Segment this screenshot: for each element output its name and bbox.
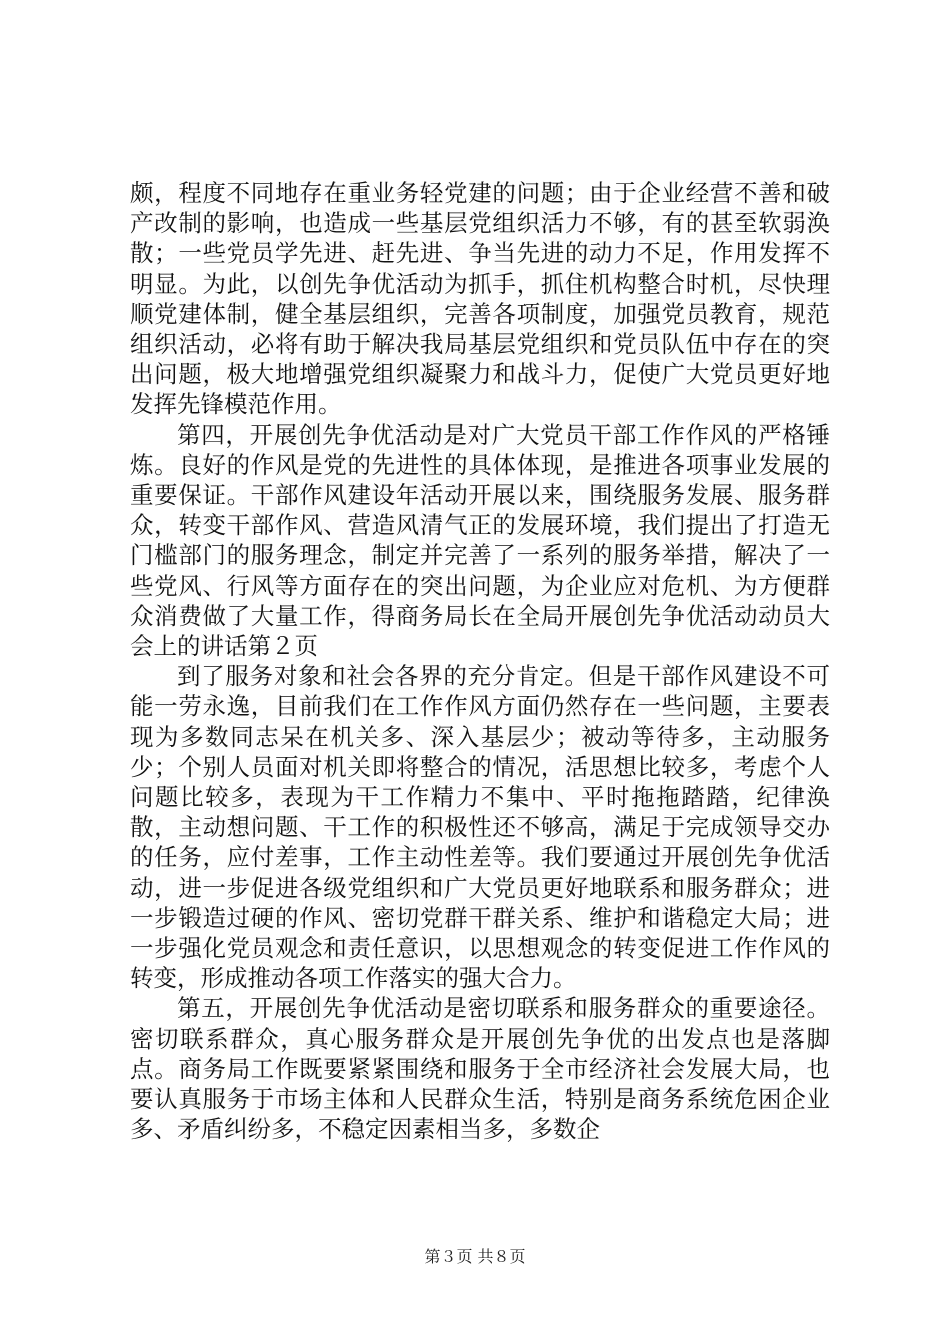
paragraph-fourth-point: 第四，开展创先争优活动是对广大党员干部工作作风的严格锤炼。良好的作风是党的先进性的具体体现，是推进各项事业发展的重要保证。干部作风建设年活动开展以来，围绕服务发展、服务群众，转变干部作风、营造风清气正的发展环境，我们提出了打造无门槛部门的服务理念，制定并完善了一系列的服务举措，解决了一些党风、行风等方面存在的突出问题，为企业应对危机、为方便群众消费做了大量工作，得商务局长在全局开展创先争优活动动员大会上的讲话第２页 bbox=[130, 420, 830, 661]
paragraph-continuation: 颇，程度不同地存在重业务轻党建的问题；由于企业经营不善和破产改制的影响，也造成一些基层党组织活力不够，有的甚至软弱涣散；一些党员学先进、赶先进、争当先进的动力不足，作用发挥不明显。为此，以创先争优活动为抓手，抓住机构整合时机，尽快理顺党建体制，健全基层组织，完善各项制度，加强党员教育，规范组织活动，必将有助于解决我局基层党组织和党员队伍中存在的突出问题，极大地增强党组织凝聚力和战斗力，促使广大党员更好地发挥先锋模范作用。 bbox=[130, 179, 830, 419]
paragraph-fifth-point: 第五，开展创先争优活动是密切联系和服务群众的重要途径。密切联系群众，真心服务群众是开展创先争优的出发点也是落脚点。商务局工作既要紧紧围绕和服务于全市经济社会发展大局，也要认真服务于市场主体和人民群众生活，特别是商务系统危困企业多、矛盾纠纷多，不稳定因素相当多，多数企 bbox=[130, 994, 830, 1144]
document-body bbox=[130, 178, 830, 1145]
page-footer: 第３页 共８页 bbox=[424, 1247, 526, 1266]
paragraph-fourth-point-continued: 到了服务对象和社会各界的充分肯定。但是干部作风建设不可能一劳永逸，目前我们在工作作风方面仍然存在一些问题，主要表现为多数同志呆在机关多、深入基层少；被动等待多，主动服务少；个别人员面对机关即将整合的情况，活思想比较多，考虑个人问题比较多，表现为干工作精力不集中、平时拖拖踏踏，纪律涣散，主动想问题、干工作的积极性还不够高，满足于完成领导交办的任务，应付差事，工作主动性差等。我们要通过开展创先争优活动，进一步促进各级党组织和广大党员更好地联系和服务群众；进一步锻造过硬的作风、密切党群干群关系、维护和谐稳定大局；进一步强化党员观念和责任意识，以思想观念的转变促进工作作风的转变，形成推动各项工作落实的强大合力。 bbox=[130, 662, 830, 993]
